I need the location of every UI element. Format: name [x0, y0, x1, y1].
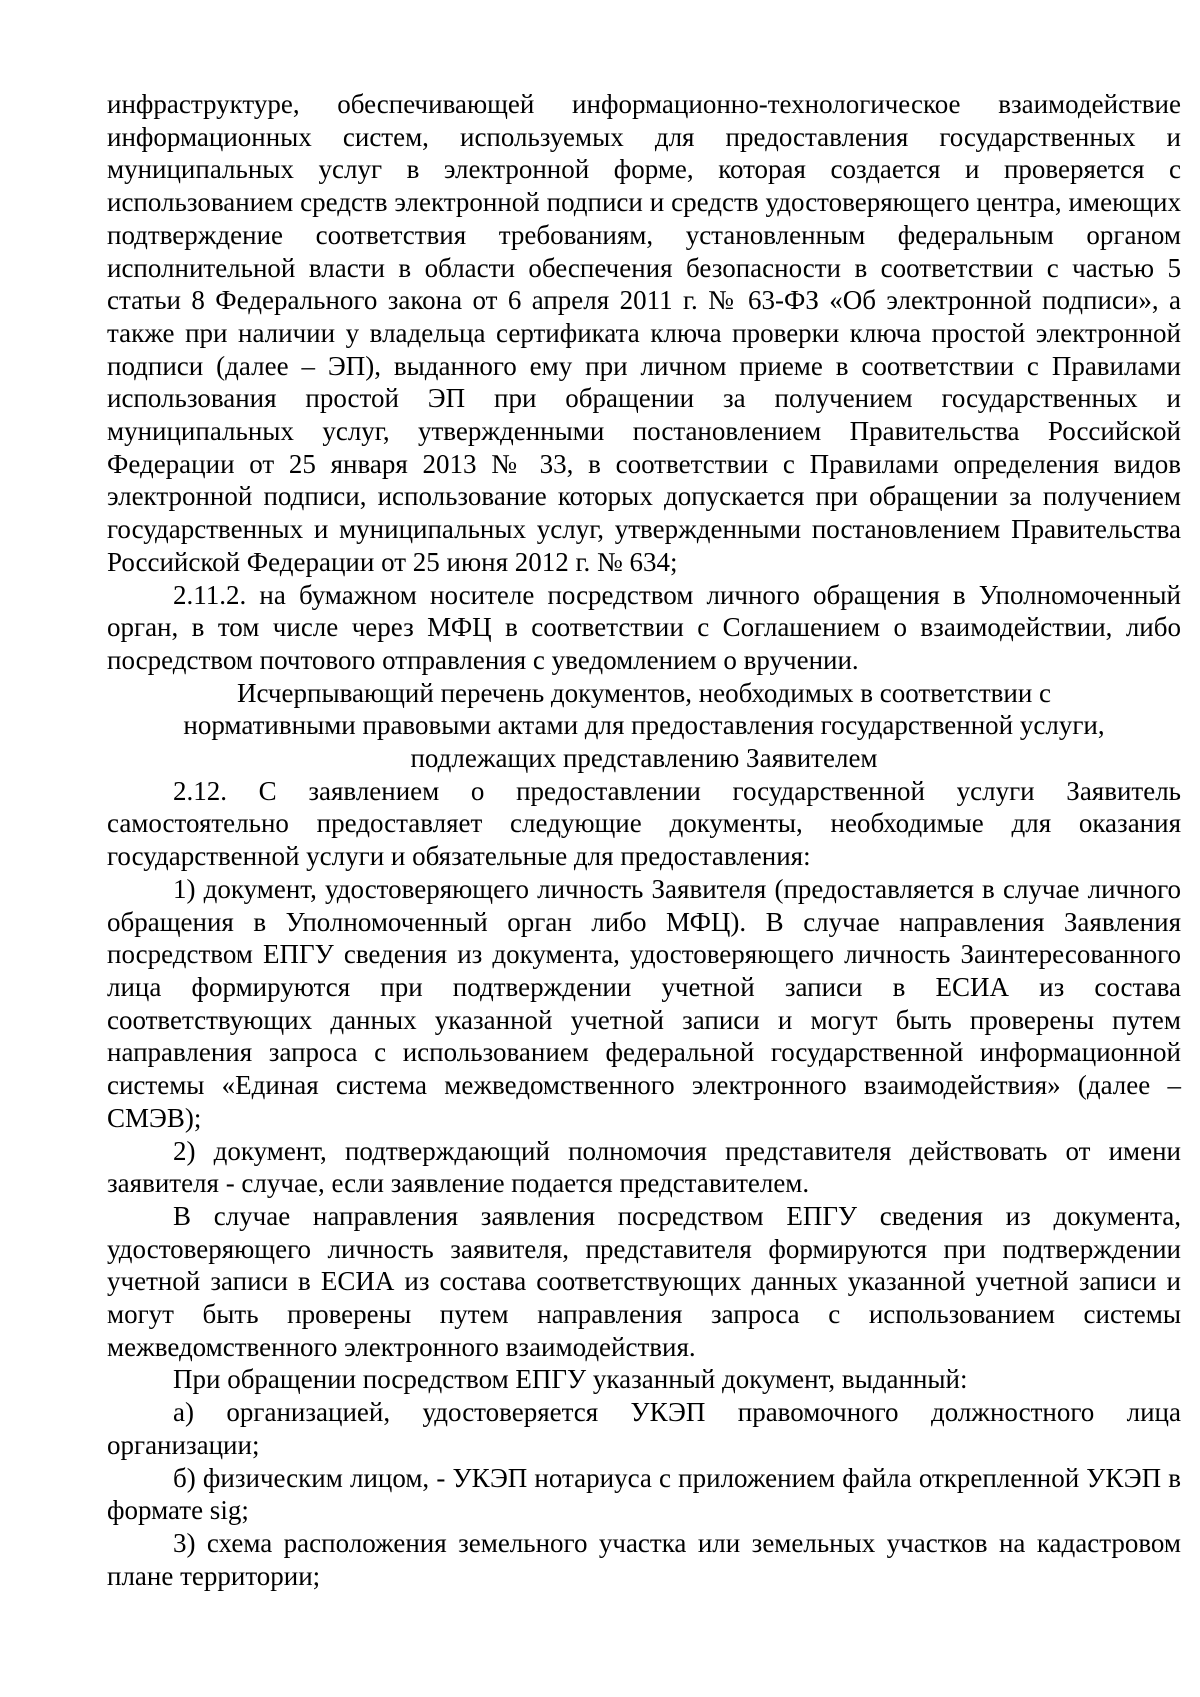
sub-item-a: а) организацией, удостоверяется УКЭП правомочного должностного лица организации; [107, 1397, 1181, 1460]
document-page [107, 88, 1181, 1592]
paragraph-2-12: 2.12. С заявлением о предоставлении государственной услуги Заявитель самостоятельно предоставляет следующие документы, необходимые для оказания государственной услуги и обязательные для предоставления: [107, 775, 1181, 872]
paragraph-epgu-representative: В случае направления заявления посредством ЕПГУ сведения из документа, удостоверяющего личность заявителя, представителя формируются при подтверждении учетной записи в ЕСИА из состава соответствующих данных указанной учетной записи и могут быть проверены путем направления запроса с использованием системы межведомственного электронного взаимодействия. [107, 1200, 1181, 1362]
section-heading-line-2: нормативными правовыми актами для предоставления государственной услуги, [183, 710, 1105, 741]
section-heading-line-3: подлежащих представлению Заявителем [410, 743, 878, 774]
section-heading-line-1: Исчерпывающий перечень документов, необходимых в соответствии с [236, 677, 1052, 708]
paragraph-2-11-2: 2.11.2. на бумажном носителе посредством личного обращения в Уполномоченный орган, в том числе через МФЦ в соответствии с Соглашением о взаимодействии, либо посредством почтового отправления с уведомлением о вручении. [107, 579, 1181, 675]
paragraph-electronic-signature: инфраструктуре, обеспечивающей информационно-технологическое взаимодействие информационных систем, используемых для предоставления государственных и муниципальных услуг в электронной форме, которая создается и проверяется с использованием средств электронной подписи и средств удостоверяющего центра, имеющих подтверждение соответствия требованиям, установленным федеральным органом исполнительной власти в области обеспечения безопасности в соответствии с частью 5 статьи 8 Федерального закона от 6 апреля 2011 г. № 63-ФЗ «Об электронной подписи», а также при наличии у владельца сертификата ключа проверки ключа простой электронной подписи (далее – ЭП), выданного ему при личном приеме в соответствии с Правилами использования простой ЭП при обращении за получением государственных и муниципальных услуг, утвержденными постановлением Правительства Российской Федерации от 25 января 2013 № 33, в соответствии с Правилами определения видов электронной подписи, использование которых допускается при обращении за получением государственных и муниципальных услуг, утвержденными постановлением Правительства Российской Федерации от 25 июня 2012 г. № 634; [107, 89, 1181, 577]
sub-item-b: б) физическим лицом, - УКЭП нотариуса с приложением файла открепленной УКЭП в формате sig; [107, 1462, 1181, 1526]
list-item-2: 2) документ, подтверждающий полномочия представителя действовать от имени заявителя - случае, если заявление подается представителем. [107, 1135, 1181, 1199]
section-heading [107, 677, 1181, 775]
list-item-1: 1) документ, удостоверяющего личность Заявителя (предоставляется в случае личного обращения в Уполномоченный орган либо МФЦ). В случае направления Заявления посредством ЕПГУ сведения из документа, удостоверяющего личность Заинтересованного лица формируются при подтверждении учетной записи в ЕСИА из состава соответствующих данных указанной учетной записи и могут быть проверены путем направления запроса с использованием федеральной государственной информационной системы «Единая система межведомственного электронного взаимодействия» (далее – СМЭВ); [107, 873, 1181, 1133]
list-item-3: 3) схема расположения земельного участка или земельных участков на кадастровом плане территории; [107, 1527, 1181, 1591]
paragraph-epgu-document: При обращении посредством ЕПГУ указанный документ, выданный: [173, 1364, 968, 1395]
